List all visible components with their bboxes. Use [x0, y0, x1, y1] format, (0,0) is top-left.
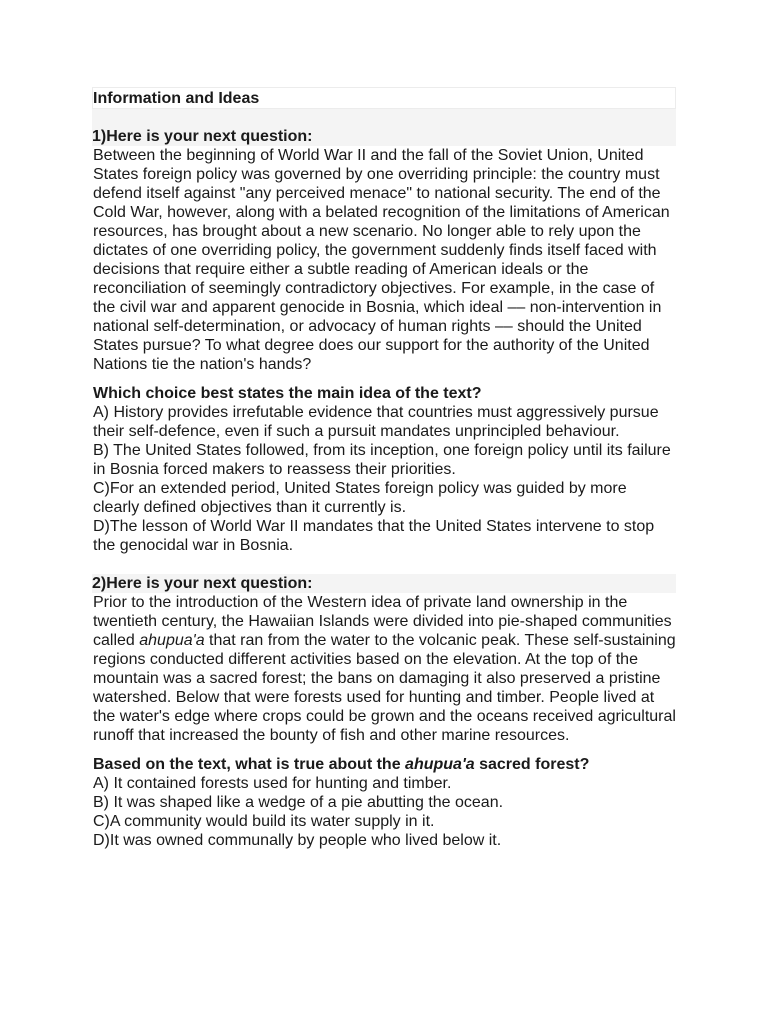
question-1-prompt: Which choice best states the main idea of the text? [93, 385, 482, 402]
question-2-option-b[interactable]: B) It was shaped like a wedge of a pie abutting the ocean. [93, 794, 504, 811]
question-1-label: 1)Here is your next question: [92, 127, 676, 146]
question-2-option-c[interactable]: C)A community would build its water supply in it. [93, 813, 435, 830]
question-1-option-c[interactable]: C)For an extended period, United States foreign policy was guided by more clearly defined objectives than it currently is. [93, 480, 627, 516]
question-1-option-a[interactable]: A) History provides irrefutable evidence that countries must aggressively pursue their self-defence, even if such a pursuit mandates unprincipled behaviour. [93, 404, 659, 440]
question-spacer [93, 555, 676, 574]
question-1-passage: Between the beginning of World War II and the fall of the Soviet Union, United States foreign policy was governed by one overriding principle: the country must defend itself against "any perceived menace" to national security. The end of the Cold War, however, along with a belated recognition of the limitations of American resources, has brought about a new scenario. No longer able to rely upon the dictates of one overriding policy, the government suddenly finds itself faced with decisions that require either a subtle reading of American ideals or the reconciliation of seemingly contradictory objectives. For example, in the case of the civil war and apparent genocide in Bosnia, which ideal –– non-intervention in national self-determination, or advocacy of human rights –– should the United States pursue? To what degree does our support for the authority of the United Nations tie the nation's hands? [93, 147, 670, 373]
question-2-option-a[interactable]: A) It contained forests used for hunting and timber. [93, 775, 452, 792]
question-1-option-d[interactable]: D)The lesson of World War II mandates that the United States intervene to stop the genocidal war in Bosnia. [93, 518, 655, 554]
question-2-prompt-start: Based on the text, what is true about the [93, 756, 406, 773]
question-2-label: 2)Here is your next question: [92, 574, 676, 593]
question-2-passage [93, 593, 676, 745]
question-2-prompt-end: sacred forest? [474, 756, 590, 773]
document-page [93, 87, 676, 850]
question-2-passage-end: that ran from the water to the volcanic peak. These self-sustaining regions conducted different activities based on the elevation. At the top of the mountain was a sacred forest; the bans on damaging it also preserved a pristine watershed. Below that were forests used for hunting and timber. People lived at the water's edge where crops could be grown and the oceans received agricultural runoff that increased the bounty of fish and other marine resources. [93, 632, 676, 744]
question-2-passage-start: Prior to the introduction of the Western idea of private land ownership in the twentieth century, the Hawaiian Islands were divided into pie-shaped communities called [93, 594, 672, 649]
question-2-passage-term: ahupua'a [139, 632, 205, 649]
question-2-option-d[interactable]: D)It was owned communally by people who lived below it. [93, 832, 502, 849]
question-2-prompt [93, 755, 676, 774]
section-title: Information and Ideas [92, 87, 676, 109]
section-spacer [92, 109, 676, 127]
question-1-option-b[interactable]: B) The United States followed, from its inception, one foreign policy until its failure in Bosnia forced makers to reassess their priorities. [93, 442, 671, 478]
question-2-prompt-term: ahupua'a [405, 756, 475, 773]
